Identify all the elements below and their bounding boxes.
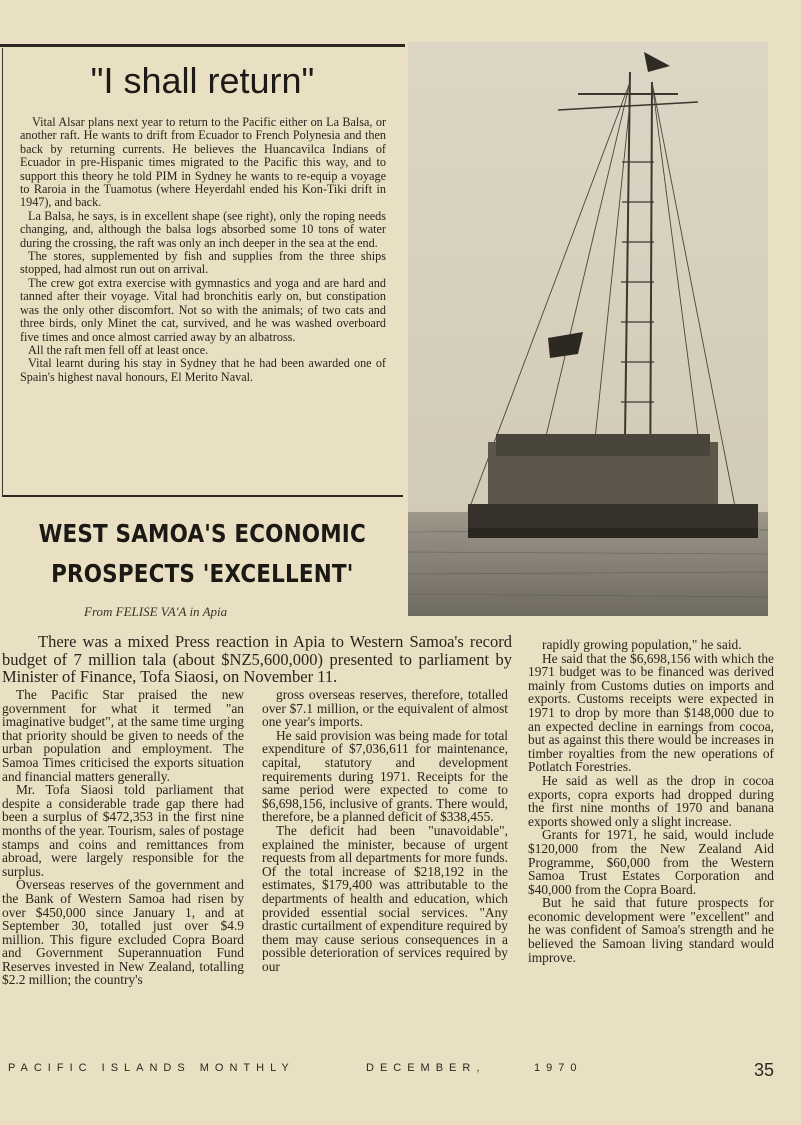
top-rule xyxy=(0,44,405,47)
article-paragraph: Overseas reserves of the government and the Bank of Western Samoa had risen by over $450,000 since January 1, and at September 30, totalled just over $4.9 million. This figure excluded Copra Board and Government Superannuation Fund Reserves invested in New Zealand, totalling $2.2 million; the country's xyxy=(2,877,244,988)
article-paragraph: Grants for 1971, he said, would include $120,000 from the New Zealand Aid Programme, $60,000 from the Western Samoa Trust Estates Corporation and $40,000 from the Copra Board. xyxy=(528,827,774,897)
article-paragraph: He said as well as the drop in cocoa exports, copra exports had dropped during the first nine months of 1970 and banana exports showed only a slight increase. xyxy=(528,772,774,829)
article-byline: From FELISE VA'A in Apia xyxy=(84,604,228,619)
article-paragraph: The deficit had been "unavoidable", explained the minister, because of urgent requests from all departments for more funds. Of the total increase of $218,192 in the estimates, $179,400 was attributable to the departments of health and education, which provided essential social services. "Any drastic curtailment of expenditure required by them may cause serious consequences in a possible deterioration of services required by our xyxy=(262,822,508,974)
article-column-3 xyxy=(528,638,774,964)
headline-line: PROSPECTS 'EXCELLENT' xyxy=(51,559,354,588)
sidebar-paragraph: All the raft men fell off at least once. xyxy=(28,342,209,357)
article-column-2 xyxy=(262,688,508,973)
lead-paragraph: There was a mixed Press reaction in Apia to Western Samoa's record budget of 7 million tala (about $NZ5,600,000) presented to parliament by Minister of Finance, Tofa Siaosi, on November 11. xyxy=(2,632,512,686)
article-paragraph: rapidly growing population," he said. xyxy=(542,637,742,652)
article-paragraph: The Pacific Star praised the new government for what it termed "an imaginative budget", at the same time urging that priority should be given to needs of the urban population and employment. The Samoa Times criticised the exports situation and financial matters generally. xyxy=(2,687,244,784)
sidebar-title: "I shall return" xyxy=(90,60,315,101)
page-number: 35 xyxy=(754,1060,775,1080)
headline-line: WEST SAMOA'S ECONOMIC xyxy=(38,519,366,548)
raft-photo xyxy=(408,42,768,616)
article-paragraph: He said that the $6,698,156 with which the 1971 budget was to be financed was derived mainly from Customs duties on imports and exports. Customs receipts were expected in 1971 to drop by more than $148,000 due to an expected decline in earnings from cocoa, but as against this there would be increases in timber royalties from the new operations of Potlatch Forestries. xyxy=(528,650,774,775)
sidebar-paragraph: The stores, supplemented by fish and supplies from the three ships stopped, had almost run out on arrival. xyxy=(20,249,386,277)
article-paragraph: gross overseas reserves, therefore, totalled over $7.1 million, or the equivalent of almost one year's imports. xyxy=(262,687,508,730)
article-column-1 xyxy=(2,688,244,987)
article-paragraph: But he said that future prospects for economic development were "excellent" and he was confident of Samoa's strength and he believed the Samoan living standard would improve. xyxy=(528,895,774,965)
article-paragraph: Mr. Tofa Siaosi told parliament that despite a considerable trade gap there had been a surplus of $472,353 in the first nine months of the year. Tourism, sales of postage stamps and coins and remittances from abroad, were largely responsible for the surplus. xyxy=(2,782,244,879)
sidebar-body xyxy=(20,116,386,384)
article-headline xyxy=(32,514,373,594)
article-lead xyxy=(2,633,512,686)
page-footer xyxy=(8,1058,788,1082)
sidebar-paragraph: La Balsa, he says, is in excellent shape (see right), only the roping needs changing, and, although the balsa logs absorbed some 10 tons of water during the crossing, the raft was only an inch deeper in the sea at the end. xyxy=(20,208,386,250)
article-paragraph: He said provision was being made for total expenditure of $7,036,611 for maintenance, capital, statutory and development requirements during 1971. Receipts for the same period were expected to come to $6,698,156, inclusive of grants. There would, therefore, be a planned deficit of $338,455. xyxy=(262,727,508,825)
footer-month: DECEMBER, xyxy=(366,1062,486,1074)
footer-publication: PACIFIC ISLANDS MONTHLY xyxy=(8,1062,295,1074)
sidebar-paragraph: Vital learnt during his stay in Sydney that he had been awarded one of Spain's highest naval honours, El Merito Naval. xyxy=(20,356,386,384)
footer-year: 1970 xyxy=(534,1062,583,1074)
sidebar-paragraph: Vital Alsar plans next year to return to the Pacific either on La Balsa, or another raft. He wants to drift from Ecuador to French Polynesia and then back by returning currents. He believes the Huancavilca Indians of Ecuador in pre-Hispanic times migrated to the Pacific this way, and to support this theory he told PIM in Sydney he wants to re-equip a voyage to Raroia in the Tuamotus (where Heyerdahl ended his Kon-Tiki drift in 1947), and back. xyxy=(20,115,386,210)
sidebar-paragraph: The crew got extra exercise with gymnastics and yoga and are hard and tanned after their voyage. Vital had bronchitis early on, but constipation was the only other discomfort. Not so with the animals; of two cats and three birds, only Minet the cat, survived, and he was washed overboard five times and once almost carried away by an albatross. xyxy=(20,275,386,344)
